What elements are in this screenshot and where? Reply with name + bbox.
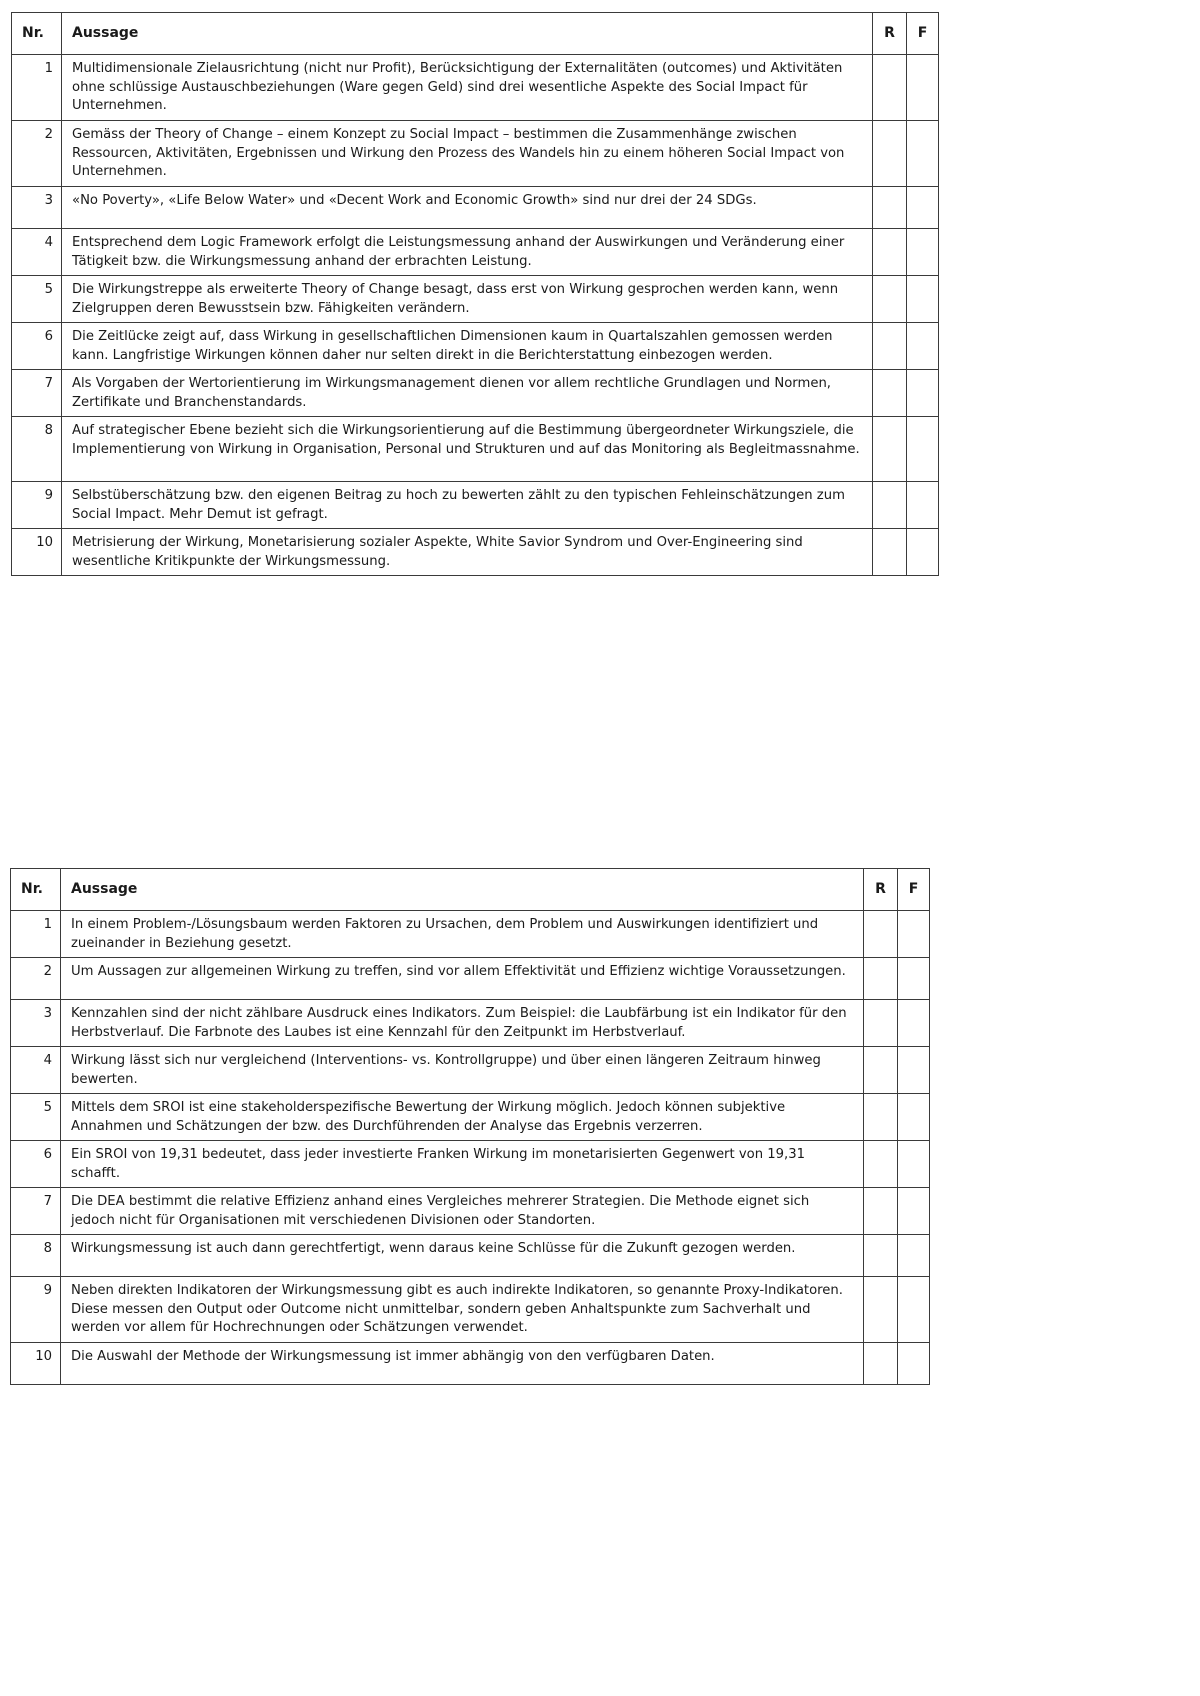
row-statement: Die Zeitlücke zeigt auf, dass Wirkung in gesellschaftlichen Dimensionen kaum in Quartalszahlen gemossen werden kann. Langfristige Wirkungen können daher nur selten direkt in die Berichterstattung einbezogen werden. [62,323,873,370]
row-number: 2 [12,121,62,187]
wrong-checkbox-cell[interactable] [898,911,930,958]
table-row [12,229,939,276]
statements-table-1 [11,12,939,576]
row-number: 10 [12,529,62,576]
wrong-checkbox-cell[interactable] [898,1277,930,1343]
wrong-checkbox-cell[interactable] [898,1000,930,1047]
row-statement: Mittels dem SROI ist eine stakeholderspezifische Bewertung der Wirkung möglich. Jedoch können subjektive Annahmen und Schätzungen der bzw. des Durchführenden der Analyse das Ergebnis verzerren. [61,1094,864,1141]
wrong-checkbox-cell[interactable] [898,1343,930,1385]
wrong-checkbox-cell[interactable] [907,323,939,370]
row-number: 7 [12,370,62,417]
table-header-row [11,869,930,911]
wrong-checkbox-cell[interactable] [907,529,939,576]
wrong-checkbox-cell[interactable] [907,121,939,187]
table-row [12,323,939,370]
table-row [12,482,939,529]
right-checkbox-cell[interactable] [873,529,907,576]
row-number: 1 [12,55,62,121]
row-number: 9 [11,1277,61,1343]
table-row [11,1277,930,1343]
right-checkbox-cell[interactable] [864,1235,898,1277]
right-checkbox-cell[interactable] [864,1343,898,1385]
row-statement: Wirkungsmessung ist auch dann gerechtfertigt, wenn daraus keine Schlüsse für die Zukunft gezogen werden. [61,1235,864,1277]
row-statement: Auf strategischer Ebene bezieht sich die Wirkungsorientierung auf die Bestimmung übergeordneter Wirkungsziele, die Implementierung von Wirkung in Organisation, Personal und Strukturen und auf das Monitoring als Begleitmassnahme. [62,417,873,482]
wrong-checkbox-cell[interactable] [898,1094,930,1141]
table-header-row [12,13,939,55]
row-number: 3 [12,187,62,229]
header-statement: Aussage [61,869,864,911]
table-row [12,121,939,187]
right-checkbox-cell[interactable] [873,482,907,529]
header-wrong: F [907,13,939,55]
table-row [12,187,939,229]
row-statement: Kennzahlen sind der nicht zählbare Ausdruck eines Indikators. Zum Beispiel: die Laubfärbung ist ein Indikator für den Herbstverlauf. Die Farbnote des Laubes ist eine Kennzahl für den Zeitpunkt im Herbstverlauf. [61,1000,864,1047]
table-row [12,529,939,576]
wrong-checkbox-cell[interactable] [907,417,939,482]
wrong-checkbox-cell[interactable] [907,229,939,276]
wrong-checkbox-cell[interactable] [907,276,939,323]
row-number: 6 [12,323,62,370]
right-checkbox-cell[interactable] [864,1094,898,1141]
table-row [12,276,939,323]
row-statement: Entsprechend dem Logic Framework erfolgt die Leistungsmessung anhand der Auswirkungen und Veränderung einer Tätigkeit bzw. die Wirkungsmessung anhand der erbrachten Leistung. [62,229,873,276]
wrong-checkbox-cell[interactable] [907,482,939,529]
row-statement: Um Aussagen zur allgemeinen Wirkung zu treffen, sind vor allem Effektivität und Effizienz wichtige Voraussetzungen. [61,958,864,1000]
header-nr: Nr. [11,869,61,911]
header-right: R [864,869,898,911]
table-row [11,1235,930,1277]
right-checkbox-cell[interactable] [873,417,907,482]
row-number: 5 [12,276,62,323]
right-checkbox-cell[interactable] [873,121,907,187]
table-row [11,1000,930,1047]
table-row [12,417,939,482]
row-number: 2 [11,958,61,1000]
table-row [11,1047,930,1094]
table-row [12,55,939,121]
row-statement: Selbstüberschätzung bzw. den eigenen Beitrag zu hoch zu bewerten zählt zu den typischen Fehleinschätzungen zum Social Impact. Mehr Demut ist gefragt. [62,482,873,529]
row-statement: Als Vorgaben der Wertorientierung im Wirkungsmanagement dienen vor allem rechtliche Grundlagen und Normen, Zertifikate und Branchenstandards. [62,370,873,417]
right-checkbox-cell[interactable] [864,1188,898,1235]
right-checkbox-cell[interactable] [873,229,907,276]
right-checkbox-cell[interactable] [864,1000,898,1047]
right-checkbox-cell[interactable] [873,276,907,323]
header-statement: Aussage [62,13,873,55]
wrong-checkbox-cell[interactable] [907,55,939,121]
row-number: 4 [12,229,62,276]
row-statement: «No Poverty», «Life Below Water» und «Decent Work and Economic Growth» sind nur drei der 24 SDGs. [62,187,873,229]
right-checkbox-cell[interactable] [864,1141,898,1188]
wrong-checkbox-cell[interactable] [898,1141,930,1188]
row-number: 5 [11,1094,61,1141]
wrong-checkbox-cell[interactable] [898,1235,930,1277]
row-number: 1 [11,911,61,958]
header-wrong: F [898,869,930,911]
wrong-checkbox-cell[interactable] [898,1047,930,1094]
wrong-checkbox-cell[interactable] [907,370,939,417]
right-checkbox-cell[interactable] [864,1047,898,1094]
row-number: 6 [11,1141,61,1188]
wrong-checkbox-cell[interactable] [898,1188,930,1235]
row-number: 8 [12,417,62,482]
row-number: 4 [11,1047,61,1094]
row-number: 10 [11,1343,61,1385]
row-statement: Multidimensionale Zielausrichtung (nicht nur Profit), Berücksichtigung der Externalitäten (outcomes) und Aktivitäten ohne schlüssige Austauschbeziehungen (Ware gegen Geld) sind drei wesentliche Aspekte des Social Impact für Unternehmen. [62,55,873,121]
statements-table-2 [10,868,930,1385]
row-number: 9 [12,482,62,529]
table-row [11,911,930,958]
row-statement: Metrisierung der Wirkung, Monetarisierung sozialer Aspekte, White Savior Syndrom und Over-Engineering sind wesentliche Kritikpunkte der Wirkungsmessung. [62,529,873,576]
row-statement: Die Auswahl der Methode der Wirkungsmessung ist immer abhängig von den verfügbaren Daten. [61,1343,864,1385]
row-statement: Neben direkten Indikatoren der Wirkungsmessung gibt es auch indirekte Indikatoren, so genannte Proxy-Indikatoren. Diese messen den Output oder Outcome nicht unmittelbar, sondern geben Anhaltspunkte zum Sachverhalt und werden vor allem für Hochrechnungen oder Schätzungen verwendet. [61,1277,864,1343]
row-number: 8 [11,1235,61,1277]
right-checkbox-cell[interactable] [873,370,907,417]
right-checkbox-cell[interactable] [864,1277,898,1343]
row-statement: Gemäss der Theory of Change – einem Konzept zu Social Impact – bestimmen die Zusammenhänge zwischen Ressourcen, Aktivitäten, Ergebnissen und Wirkung den Prozess des Wandels hin zu einem höheren Social Impact von Unternehmen. [62,121,873,187]
right-checkbox-cell[interactable] [864,911,898,958]
right-checkbox-cell[interactable] [864,958,898,1000]
right-checkbox-cell[interactable] [873,55,907,121]
row-number: 3 [11,1000,61,1047]
row-statement: Die Wirkungstreppe als erweiterte Theory of Change besagt, dass erst von Wirkung gesprochen werden kann, wenn Zielgruppen deren Bewusstsein bzw. Fähigkeiten verändern. [62,276,873,323]
wrong-checkbox-cell[interactable] [907,187,939,229]
table-row [11,958,930,1000]
row-statement: Ein SROI von 19,31 bedeutet, dass jeder investierte Franken Wirkung im monetarisierten Gegenwert von 19,31 schafft. [61,1141,864,1188]
row-number: 7 [11,1188,61,1235]
right-checkbox-cell[interactable] [873,187,907,229]
row-statement: In einem Problem-/Lösungsbaum werden Faktoren zu Ursachen, dem Problem und Auswirkungen identifiziert und zueinander in Beziehung gesetzt. [61,911,864,958]
row-statement: Wirkung lässt sich nur vergleichend (Interventions- vs. Kontrollgruppe) und über einen längeren Zeitraum hinweg bewerten. [61,1047,864,1094]
table-row [11,1141,930,1188]
wrong-checkbox-cell[interactable] [898,958,930,1000]
right-checkbox-cell[interactable] [873,323,907,370]
row-statement: Die DEA bestimmt die relative Effizienz anhand eines Vergleiches mehrerer Strategien. Die Methode eignet sich jedoch nicht für Organisationen mit verschiedenen Divisionen oder Standorten. [61,1188,864,1235]
header-nr: Nr. [12,13,62,55]
table-row [12,370,939,417]
table-row [11,1094,930,1141]
header-right: R [873,13,907,55]
table-row [11,1343,930,1385]
table-row [11,1188,930,1235]
